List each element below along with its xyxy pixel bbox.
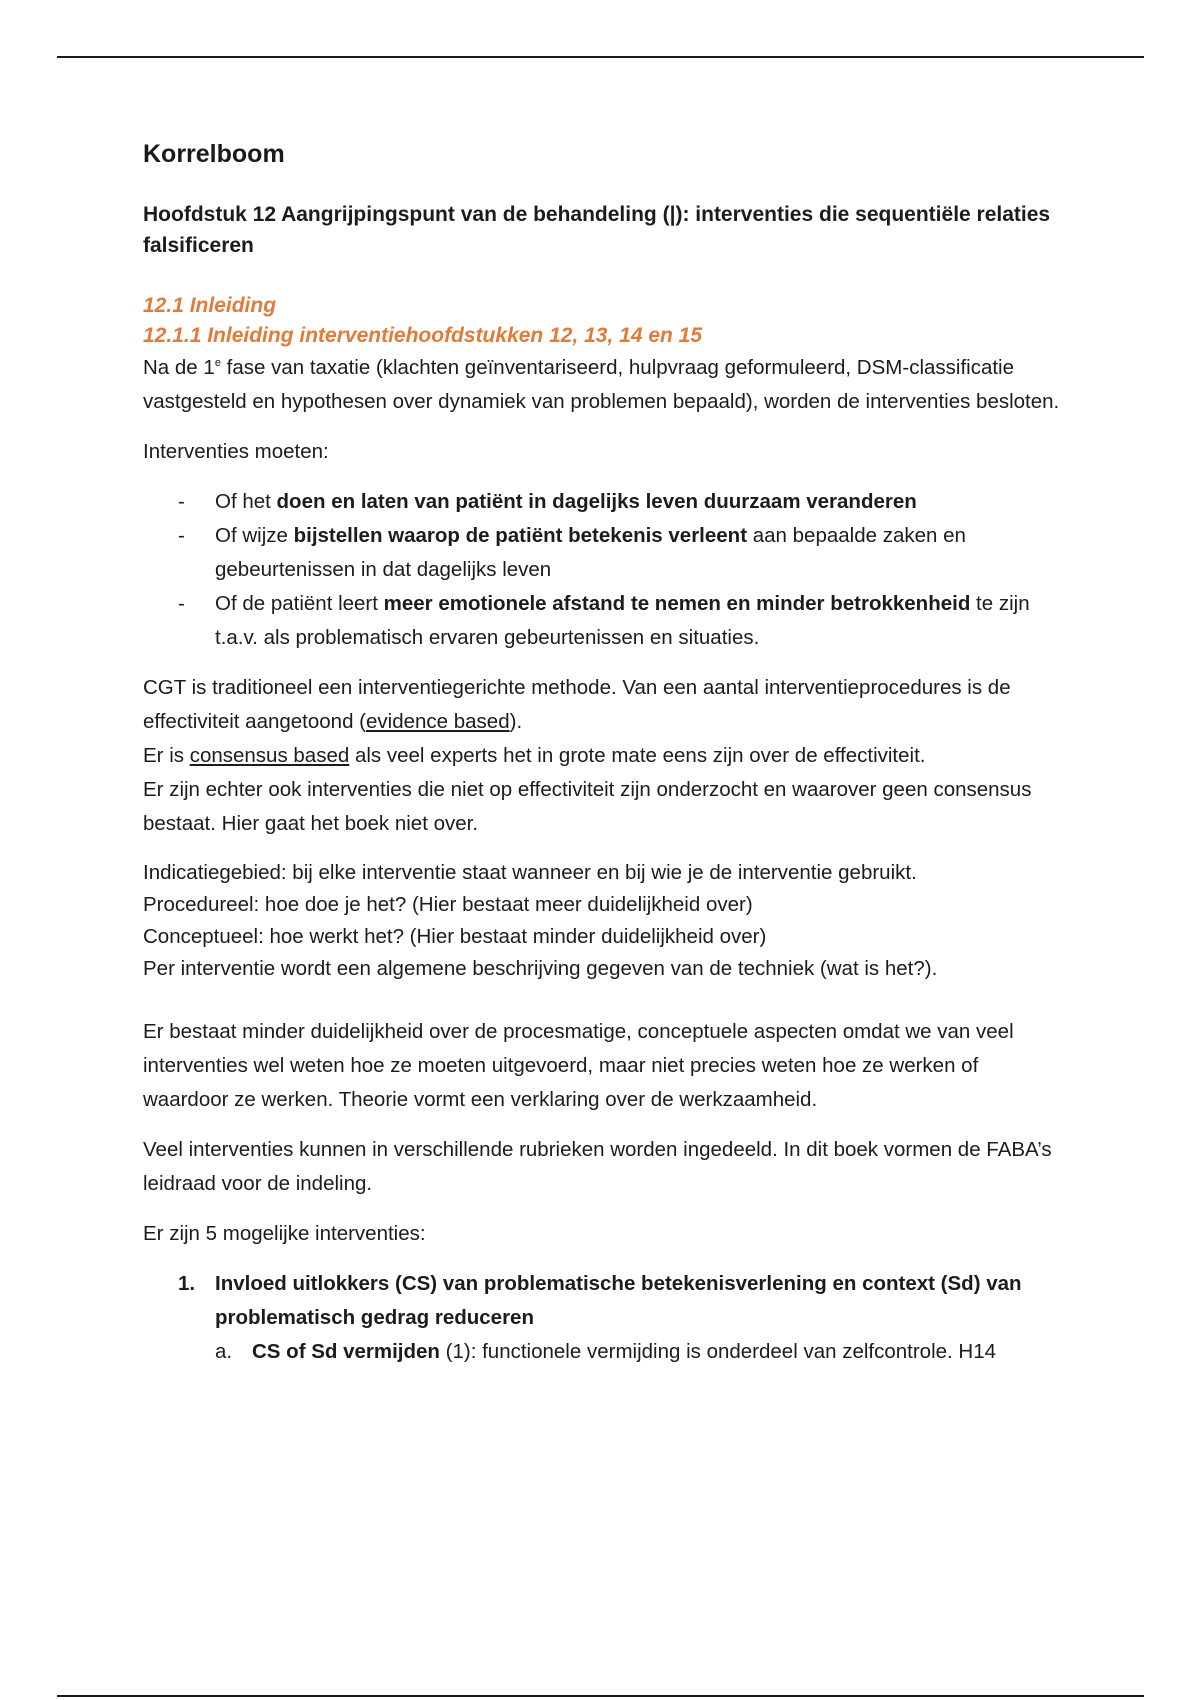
list-item: - Of wijze bijstellen waarop de patiënt betekenis verleent aan bepaalde zaken en gebeurtenissen in dat dagelijks leven bbox=[215, 519, 1063, 587]
section-heading-12-1-1: 12.1.1 Inleiding interventiehoofdstukken 12, 13, 14 en 15 bbox=[143, 324, 703, 347]
section-heading-12-1: 12.1 Inleiding bbox=[143, 294, 277, 317]
document-title: Korrelboom bbox=[143, 140, 285, 168]
intro-paragraph: Na de 1e fase van taxatie (klachten geïnventariseerd, hulpvraag geformuleerd, DSM-classificatie vastgesteld en hypothesen over dynamiek van problemen bepaald), worden de interventies besloten. bbox=[143, 356, 1060, 413]
rubrics-paragraph: Veel interventies kunnen in verschillende rubrieken worden ingedeeld. In dit boek vormen de FABA’s leidraad voor de indeling. bbox=[143, 1138, 1052, 1195]
five-lead: Er zijn 5 mogelijke interventies: bbox=[143, 1222, 426, 1245]
must-lead: Interventies moeten: bbox=[143, 440, 329, 463]
list-item: a. CS of Sd vermijden (1): functionele vermijding is onderdeel van zelfcontrole. H14 bbox=[215, 1340, 997, 1363]
less-clarity-paragraph: Er bestaat minder duidelijkheid over de procesmatige, conceptuele aspecten omdat we van veel interventies wel weten hoe ze moeten uitgevoerd, maar niet precies weten hoe ze werken of waardoor ze werken. Theorie vormt een verklaring over de werkzaamheid. bbox=[143, 1020, 1014, 1111]
chapter-title: Hoofdstuk 12 Aangrijpingspunt van de behandeling (|): interventies die sequentiële relaties falsificeren bbox=[143, 203, 1051, 257]
top-rule bbox=[57, 56, 1144, 58]
sub-list bbox=[215, 1335, 1063, 1369]
must-list bbox=[143, 485, 1063, 655]
list-item: - Of de patiënt leert meer emotionele afstand te nemen en minder betrokkenheid te zijn t.a.v. als problematisch ervaren gebeurtenissen en situaties. bbox=[215, 587, 1063, 655]
indication-paragraph: Indicatiegebied: bij elke interventie staat wanneer en bij wie je de interventie gebruikt. Procedureel: hoe doe je het? (Hier bestaat meer duidelijkheid over) Conceptueel: hoe werkt het? (Hier bestaat minder duidelijkheid over) Per interventie wordt een algemene beschrijving gegeven van de techniek (wat is het?). bbox=[143, 861, 938, 980]
interventions-list bbox=[143, 1267, 1063, 1369]
bottom-rule bbox=[57, 1695, 1144, 1697]
list-item: - Of het doen en laten van patiënt in dagelijks leven duurzaam veranderen bbox=[215, 485, 1063, 519]
consensus-based-term: consensus based bbox=[189, 744, 350, 767]
list-item: 1. Invloed uitlokkers (CS) van problematische betekenisverlening en context (Sd) van problematisch gedrag reduceren a. CS of Sd vermijden (1): functionele vermijding is onderdeel van zelfcontrole. H14 bbox=[215, 1267, 1063, 1369]
document-page bbox=[143, 140, 1063, 1369]
evidence-based-term: evidence based bbox=[366, 710, 510, 733]
cgt-paragraph: CGT is traditioneel een interventiegerichte methode. Van een aantal interventieprocedures is de effectiviteit aangetoond (evidence based). Er is consensus based als veel experts het in grote mate eens zijn over de effectiviteit. Er zijn echter ook interventies die niet op effectiviteit zijn onderzocht en waarover geen consensus bestaat. Hier gaat het boek niet over. bbox=[143, 676, 1032, 835]
